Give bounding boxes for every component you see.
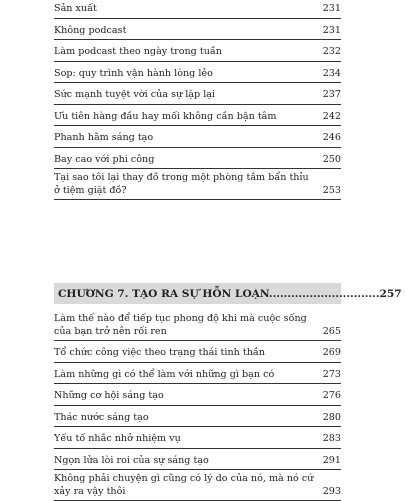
toc-entry-title: Làm thế nào để tiếp tục phong độ khi mà cuộc sống của bạn trở nên rối ren	[54, 313, 307, 337]
toc-entry-title: Tổ chức công việc theo trạng thái tinh thần	[54, 347, 265, 358]
toc-entry	[54, 363, 341, 385]
toc-entry-title: Ngọn lửa lòi roi của sự sáng tạo	[54, 454, 209, 466]
toc-entry-title: Phanh hãm sáng tạo	[54, 132, 154, 143]
toc-entry-page: 273	[322, 368, 341, 380]
toc-entry	[54, 169, 341, 200]
toc-entry	[54, 62, 341, 84]
toc-entry-page: 265	[322, 325, 341, 337]
toc-entry	[54, 449, 341, 471]
toc-entry	[54, 310, 341, 341]
toc-list-top	[54, 0, 341, 200]
toc-entry-title: Tại sao tôi lại thay đồ trong một phòng tắm bẩn thỉu ở tiệm giặt đồ?	[54, 172, 309, 196]
toc-entry-page: 253	[322, 184, 341, 196]
toc-entry	[54, 105, 341, 127]
toc-entry	[54, 83, 341, 105]
toc-entry	[54, 384, 341, 406]
toc-entry	[54, 0, 341, 19]
toc-entry-title: Thác nước sáng tạo	[54, 411, 149, 423]
toc-entry-page: 291	[322, 454, 341, 466]
toc-entry-title: Sản xuất	[54, 3, 97, 14]
toc-entry-page: 231	[322, 24, 341, 36]
toc-entry-page: 269	[322, 347, 341, 358]
toc-entry-title: Yếu tố nhắc nhở nhiệm vụ	[54, 433, 181, 444]
toc-entry	[54, 341, 341, 363]
toc-entry-page: 283	[322, 433, 341, 444]
toc-entry-page: 237	[322, 89, 341, 100]
toc-entry-title: Làm podcast theo ngày trong tuần	[54, 46, 222, 57]
toc-entry-page: 276	[322, 390, 341, 401]
toc-entry-title: Bay cao với phi công	[54, 153, 155, 165]
toc-entry	[54, 406, 341, 428]
chapter-heading	[54, 283, 402, 304]
toc-entry-page: 293	[322, 485, 341, 497]
toc-entry	[54, 40, 341, 62]
toc-entry-title: Sop: quy trình vận hành lòng lẻo	[54, 67, 213, 79]
toc-entry-page: 250	[322, 153, 341, 165]
toc-entry	[54, 19, 341, 41]
toc-entry	[54, 427, 341, 449]
toc-entry-title: Làm những gì có thể làm với những gì bạn có	[54, 368, 275, 380]
toc-entry-title: Ưu tiên hàng đầu hay mối không cần bận tâm	[54, 110, 277, 122]
toc-list-bottom	[54, 310, 341, 501]
toc-entry-title: Không phải chuyện gì cũng có lý do của nó, mà nó cứ xảy ra vậy thôi	[54, 473, 314, 497]
toc-entry-title: Không podcast	[54, 24, 127, 36]
toc-entry	[54, 126, 341, 148]
toc-entry-title: Sức mạnh tuyệt vời của sự lặp lại	[54, 89, 216, 100]
toc-entry-page: 231	[322, 3, 341, 14]
toc-entry-page: 232	[322, 46, 341, 57]
chapter-page: 257	[379, 287, 402, 300]
toc-entry-page: 280	[322, 411, 341, 423]
toc-entry-page: 242	[322, 110, 341, 122]
toc-entry-page: 234	[322, 67, 341, 79]
toc-entry	[54, 148, 341, 170]
chapter-title: CHƯƠNG 7. TẠO RA SỰ HỖN LOẠN..............................	[58, 287, 380, 300]
toc-entry-page: 246	[322, 132, 341, 143]
toc-entry	[54, 470, 341, 501]
toc-entry-title: Những cơ hội sáng tạo	[54, 390, 164, 401]
